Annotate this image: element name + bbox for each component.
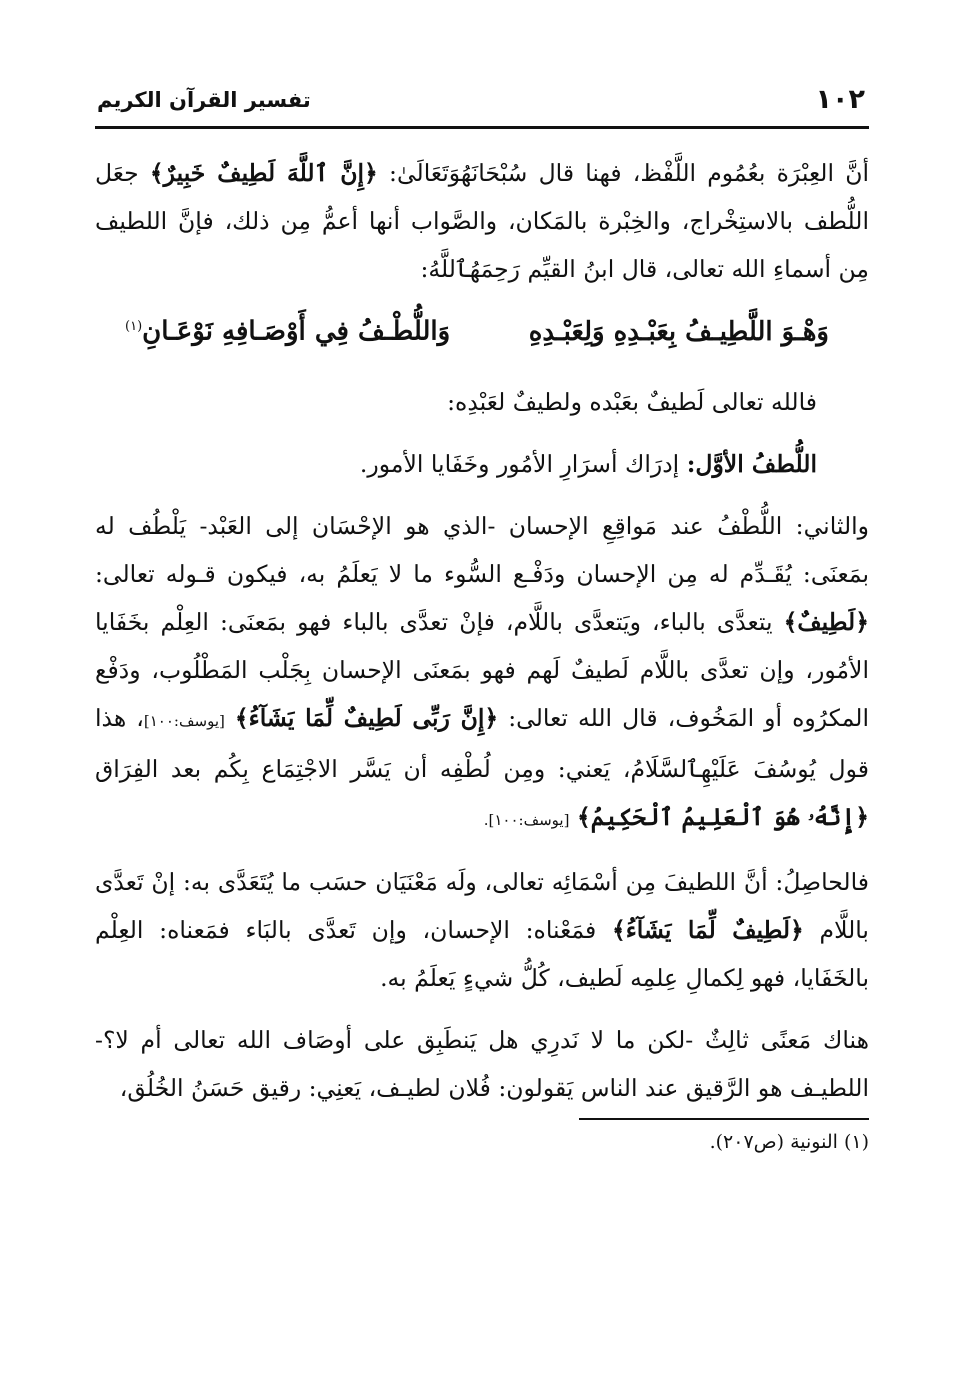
paragraph-1: [95, 149, 869, 293]
paragraph-4-text-c: ، هذا قول يُوسُفَ عَلَيْهِٱلسَّلَامُ، يَعني: ومِن لُطْفِه أن يَسَّر الاجْتِمَاع بِكُم بعد الفِرَاق: [95, 703, 869, 783]
paragraph-1-text: أنَّ العِبْرَة بعُمُوم اللَّفْظ، فهنا قال سُبْحَانَهُوَتَعَالَىٰ:: [389, 159, 869, 187]
quran-phrase-latif-lima-yasha: ﴿لَطِيفٌ لِّمَا يَشَآءُ﴾: [611, 915, 804, 944]
footnote: (١) النونية (ص٢٠٧).: [709, 1130, 869, 1153]
paragraph-3-text: إدرَاك أسرَارِ الأمُور وخَفَايا الأمور.: [359, 449, 680, 478]
paragraph-4-text-a: والثاني: اللُّطْفُ عند مَواقِعِ الإحسان -الذي هو الإحْسَان إلى العَبْد- يَلْطُف له بمَعنَى: يُقَـدِّم له مِن الإحسان ودَفْـع السُّوء ما لا يَعلَمُ به، فيكون قـوله تعالى:: [95, 511, 869, 588]
quran-verse-alim-hakim: ﴿إِنَّهُۥ هُوَ ٱلْعَلِيمُ ٱلْحَكِيمُ﴾: [576, 802, 869, 831]
footnote-divider: [579, 1118, 869, 1120]
paragraph-5-text-b: فمَعْناه: الإحسان، وإن تَعدَّى بالبَاء فمَعناه: العِلْم بالخَفَايا، فهو لِكمالِ عِلمِه لَطيف، كُلُّ شيءٍ يَعلَمُ به.: [95, 915, 869, 992]
book-title: تفسير القرآن الكريم: [97, 88, 311, 112]
page-number: ١٠٢: [815, 84, 865, 115]
footnote-marker[interactable]: (١): [125, 319, 143, 334]
first-meaning-label: اللُّطفُ الأوَّل:: [686, 449, 817, 478]
paragraph-2: فالله تعالى لَطيفٌ بعَبْده ولطيفٌ لعَبْدِه:: [447, 387, 817, 416]
verse-reference-2: [يوسف:١٠٠].: [483, 810, 570, 829]
running-header: [95, 78, 869, 129]
paragraph-4: [95, 502, 869, 844]
book-page: [95, 78, 869, 1318]
paragraph-4-text-b: يتعدَّى بالباء، ويَتعدَّى باللَّام، فإنْ تعدَّى بالباء فهو بمَعنَى: العِلْم بخَفَايا الأمُور، وإن تعدَّى باللَّام لَطيفٌ لَهم فهو بمَعنَى الإحسان بِجَلْب المَطْلُوب، ودَفْع المكرُوه أو المَخُوف، قال الله تعالى:: [95, 607, 869, 732]
quran-word-latif: ﴿لَطِيفٌ﴾: [783, 607, 869, 636]
paragraph-5-text-a: فالحاصِلُ: أنَّ اللطيفَ مِن أسْمَائِه تعالى، ولَه مَعْنَيَان حسَب ما يُتَعَدَّى به: إنْ تَعدَّى باللَّام: [95, 867, 869, 944]
verse-second-hemistich: [125, 301, 450, 358]
paragraph-1-continuation: جعَل اللُّطف بالاستِخْراج، والخِبْرة بالمَكان، والصَّواب أنها أعمُّ مِن ذلك، فإنَّ اللطيف مِن أسماءِ الله تعالى، قال ابنُ القيِّم رَحِمَهُٱللَّهُ:: [95, 159, 869, 283]
verse-reference-1: [يوسف:١٠٠]: [143, 711, 225, 730]
poetry-verse: [95, 301, 869, 358]
paragraph-3: [95, 440, 869, 488]
page-body: [95, 149, 869, 1156]
quran-verse-latif-khabir: ﴿إِنَّ ٱللَّهَ لَطِيفٌ خَبِيرٌ﴾: [149, 159, 378, 187]
verse-second-hemistich-text: وَاللُّطْـفُ فِي أَوْصَـافِهِ نَوْعَـانِ: [142, 316, 451, 347]
paragraph-5: [95, 858, 869, 1002]
verse-first-hemistich: وَهْـوَ اللَّطِيـفُ بِعَبْـدِهِ وَلِعَبْـدِهِ: [528, 316, 829, 347]
paragraph-6: هناك مَعنًى ثالِثٌ -لكن ما لا نَدرِي هل يَنطَبِق على أوصَاف الله تعالى أم لا؟- اللطيـف هو الرَّقيق عند الناس يَقولون: فُلان لطيـف، يَعنِي: رقيق حَسَنُ الخُلُق،: [95, 1025, 869, 1102]
quran-verse-rabbi-latif: ﴿إِنَّ رَبِّى لَطِيفٌ لِّمَا يَشَآءُ﴾: [234, 703, 499, 732]
